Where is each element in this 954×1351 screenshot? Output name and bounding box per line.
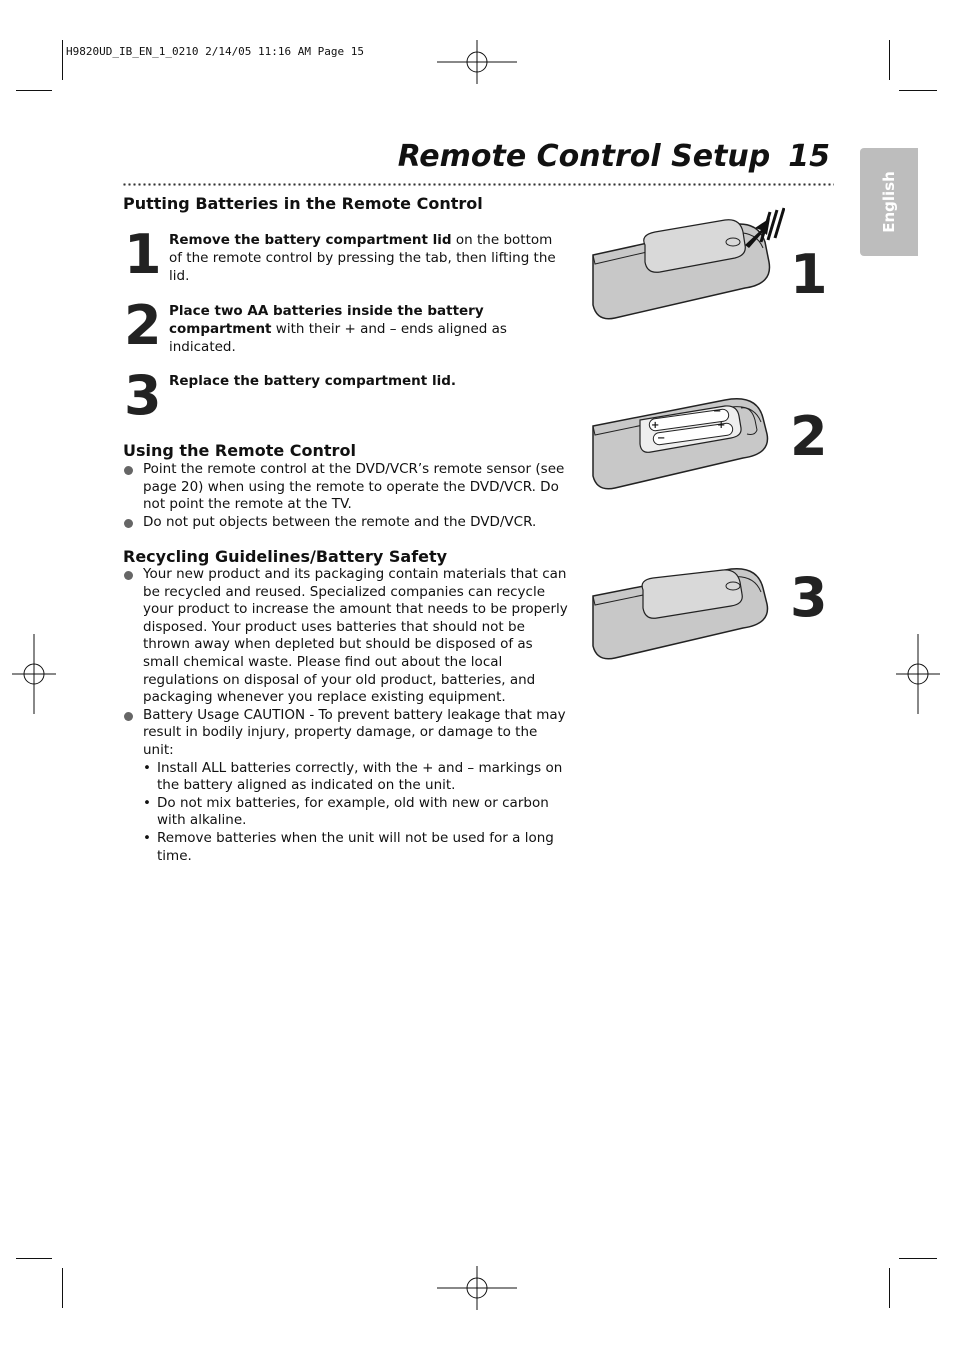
crop-mark [16,90,52,91]
registration-mark-icon [437,22,517,102]
crop-mark [899,1258,937,1259]
registration-mark-icon [878,634,954,714]
page-number: 15 [788,139,830,174]
crop-mark [62,1268,63,1308]
list-item [124,707,568,865]
list-item: Do not put objects between the remote and the DVD/VCR. [124,514,568,532]
battery-minus-mark: − [713,406,722,417]
list-item: Point the remote control at the DVD/VCR’s remote sensor (see page 20) when using the remote to operate the DVD/VCR. Do not point the remote at the TV. [124,461,568,514]
battery-minus-mark: − [657,433,666,444]
list-item-text: Battery Usage CAUTION - To prevent battery leakage that may result in bodily injury, property damage, or damage to the unit: [143,706,566,758]
page-title [398,139,830,174]
step-text-bold: Remove the battery compartment lid [169,232,452,248]
battery-plus-mark: + [717,420,726,431]
step-text-rest: with their + and – ends aligned as indicated. [169,321,507,355]
registration-mark-icon [437,1248,517,1328]
list-item: Your new product and its packaging contain materials that can be recycled and reused. Specialized companies can recycle your product to increase the amount that needs to be properly disposed. Your product uses batteries that should not be thrown away when depleted but should be disposed of as small chemical waste. Please find out about the local regulations on disposal of your old product, batteries, and packaging whenever you replace existing equipment. [124,566,568,707]
step-text-bold: Replace the battery compartment lid. [169,373,456,389]
registration-mark-icon [0,634,74,714]
crop-mark [889,40,890,80]
step-text-rest: on the bottom of the remote control by pressing the tab, then lifting the lid. [169,232,556,284]
step-text [169,302,521,356]
illustration-label: 2 [790,405,828,468]
remote-illustration-battery-insert [585,390,785,505]
section-heading-batteries: Putting Batteries in the Remote Control [123,194,483,213]
crop-mark [16,1258,52,1259]
recycling-list [124,566,568,865]
printer-slug: H9820UD_IB_EN_1_0210 2/14/05 11:16 AM Page 15 [66,45,365,58]
page-title-text: Remote Control Setup [397,139,771,174]
remote-illustration-lid-removal [585,200,785,325]
language-tab-label: English [880,171,898,233]
section-heading-recycling: Recycling Guidelines/Battery Safety [123,547,448,566]
step-text [169,372,561,390]
step-number: 2 [124,294,162,357]
remote-illustration-lid-replaced [585,560,785,675]
dotted-divider [122,183,834,186]
step-number: 3 [124,364,162,427]
sub-list [143,760,568,866]
sub-list-item: • Remove batteries when the unit will not be used for a long time. [143,830,568,865]
using-list [124,461,568,531]
illustration-label: 1 [790,243,828,306]
illustration-label: 3 [790,566,828,629]
section-heading-using: Using the Remote Control [123,441,356,460]
battery-plus-mark: + [651,420,660,431]
crop-mark [899,90,937,91]
step-text-bold: Place two AA batteries inside the battery compartment [169,303,484,337]
crop-mark [62,40,63,80]
step-number: 1 [124,223,162,286]
sub-list-item: • Do not mix batteries, for example, old with new or carbon with alkaline. [143,795,568,830]
crop-mark [889,1268,890,1308]
sub-list-item: • Install ALL batteries correctly, with the + and – markings on the battery aligned as indicated on the unit. [143,760,568,795]
language-tab [860,148,918,256]
step-text [169,231,561,285]
